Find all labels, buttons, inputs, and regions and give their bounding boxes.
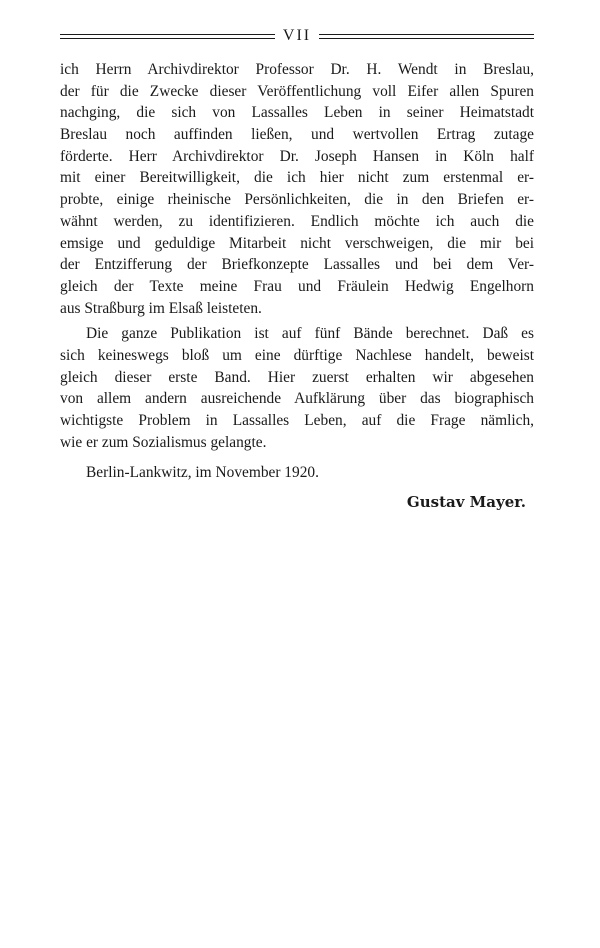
text-line: probte, einige rheinische Persönlichkeiten, die in den Briefen er-	[60, 191, 534, 209]
text-line: der Entzifferung der Briefkonzepte Lassalles und bei dem Ver-	[60, 256, 534, 274]
text-line: von allem andern ausreichende Aufklärung über das biographisch	[60, 390, 534, 408]
page-number: VII	[282, 27, 312, 44]
text-line: förderte. Herr Archivdirektor Dr. Joseph Hansen in Köln half	[60, 147, 534, 165]
header-rule-left	[60, 34, 275, 39]
text-line: wie er zum Sozialismus gelangte.	[60, 433, 267, 451]
text-line: Breslau noch auffinden ließen, und wertvollen Ertrag zutage	[60, 126, 534, 144]
text-line: mit einer Bereitwilligkeit, die ich hier nicht zum erstenmal er-	[60, 169, 534, 187]
header-rule-right	[319, 34, 534, 39]
text-line: gleich der Texte meine Frau und Fräulein Hedwig Engelhorn	[60, 277, 534, 295]
running-head	[60, 28, 534, 44]
body-text	[60, 59, 534, 514]
dateline: Berlin-Lankwitz, im November 1920.	[86, 464, 319, 482]
text-line: aus Straßburg im Elsaß leisteten.	[60, 299, 262, 317]
paragraph-2	[60, 323, 534, 453]
text-line: sich keineswegs bloß um eine dürftige Nachlese handelt, beweist	[60, 346, 534, 364]
text-line: ich Herrn Archivdirektor Professor Dr. H. Wendt in Breslau,	[60, 61, 534, 78]
text-line: gleich dieser erste Band. Hier zuerst erhalten wir abgesehen	[60, 368, 534, 386]
author-signature: Gustav Mayer.	[406, 493, 526, 512]
text-line: wähnt werden, zu identifizieren. Endlich möchte ich auch die	[60, 212, 534, 230]
text-line: der für die Zwecke dieser Veröffentlichung voll Eifer allen Spuren	[60, 82, 534, 100]
text-line: Die ganze Publikation ist auf fünf Bände berechnet. Daß es	[86, 325, 534, 343]
paragraph-1	[60, 59, 534, 319]
text-line: emsige und geduldige Mitarbeit nicht verschweigen, die mir bei	[60, 234, 534, 252]
text-line: nachging, die sich von Lassalles Leben in seiner Heimatstadt	[60, 104, 534, 122]
text-line: wichtigste Problem in Lassalles Leben, auf die Frage nämlich,	[60, 412, 534, 429]
